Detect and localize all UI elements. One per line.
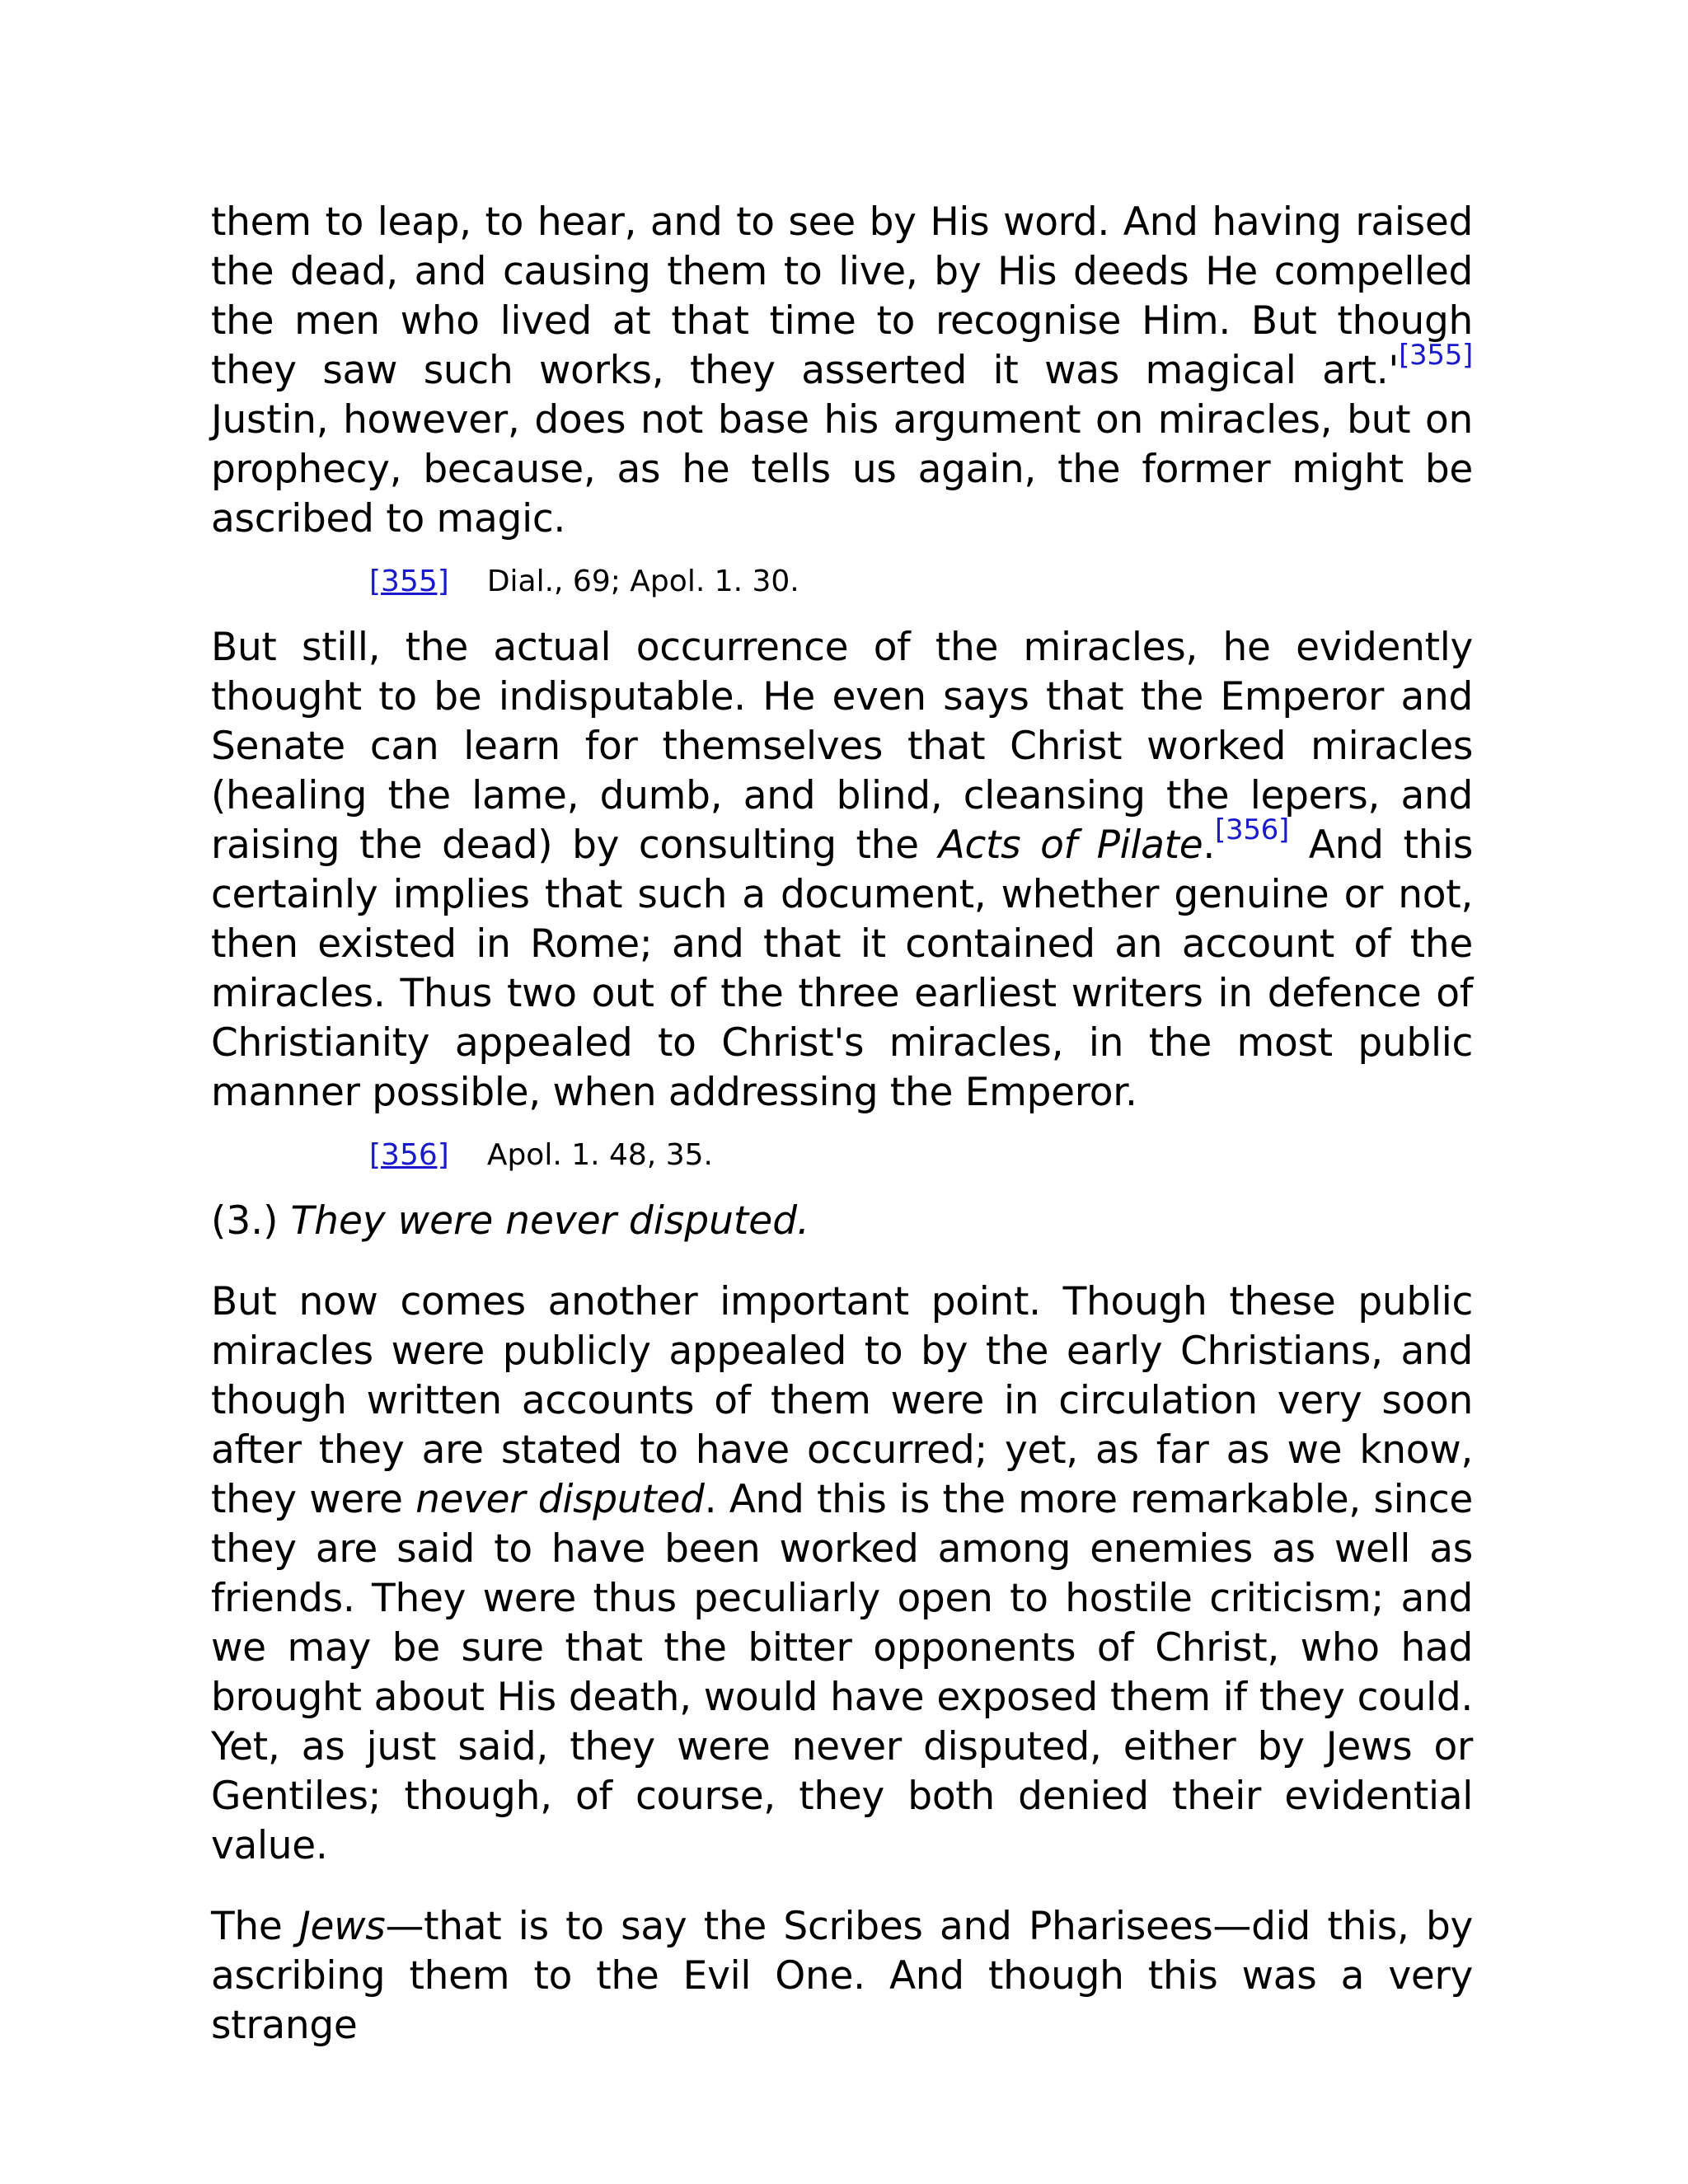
footnote-ref-356[interactable]: [356] [1215, 813, 1289, 847]
paragraph-4 [211, 1902, 1473, 2050]
footnote-356-text: Apol. 1. 48, 35. [486, 1138, 713, 1172]
paragraph-1 [211, 198, 1473, 544]
footnote-356 [211, 1137, 1473, 1174]
paragraph-3-text-b: . And this is the more remarkable, since they are said to have been worked among enemies as well as friends. They were thus peculiarly open to hostile criticism; and we may be sure that the bitter opponents of Christ, who had brought about His death, would have exposed them if they could. Yet, as just said, they were never disputed, either by Jews or Gentiles; though, of course, they both denied their evidential value. [211, 1477, 1474, 1868]
section-heading [211, 1197, 1473, 1246]
section-heading-title: They were never disputed. [290, 1198, 809, 1244]
paragraph-2-text-c: And this certainly implies that such a document, whether genuine or not, then existed in Rome; and that it contained an account of the miracles. Thus two out of the three earliest writers in defence of Christianity appealed to Christ's miracles, in the most public manner possible, when addressing the Emperor. [211, 823, 1474, 1115]
footnote-355 [211, 564, 1473, 600]
footnote-ref-355[interactable]: [355] [1399, 339, 1473, 373]
paragraph-4-italic: Jews [298, 1904, 386, 1949]
paragraph-4-text-a: The [211, 1904, 299, 1949]
footnote-355-text: Dial., 69; Apol. 1. 30. [486, 565, 799, 598]
paragraph-2-text-b: . [1203, 823, 1216, 868]
document-page [211, 198, 1473, 2050]
footnote-355-label[interactable]: [355] [369, 565, 449, 598]
paragraph-4-text-b: —that is to say the Scribes and Pharisees—did this, by ascribing them to the Evil One. And though this was a very strange [211, 1904, 1473, 2048]
paragraph-3-italic: never disputed [415, 1477, 705, 1522]
paragraph-3 [211, 1277, 1473, 1871]
section-heading-number: (3.) [211, 1198, 291, 1244]
footnote-356-label[interactable]: [356] [369, 1138, 449, 1172]
paragraph-2-italic: Acts of Pilate [938, 823, 1203, 868]
paragraph-2 [211, 623, 1473, 1118]
paragraph-2-text-a: But still, the actual occurrence of the miracles, he evidently thought to be indisputable. He even says that the Emperor and Senate can learn for themselves that Christ worked miracles (healing the lame, dumb, and blind, cleansing the lepers, and raising the dead) by consulting the [211, 625, 1473, 868]
paragraph-1-text-b: Justin, however, does not base his argument on miracles, but on prophecy, because, as he tells us again, the former might be ascribed to magic. [211, 397, 1473, 541]
paragraph-3-text-a: But now comes another important point. Though these public miracles were publicly appealed to by the early Christians, and though written accounts of them were in circulation very soon after they are stated to have occurred; yet, as far as we know, they were [211, 1279, 1473, 1522]
paragraph-1-text-a: them to leap, to hear, and to see by His word. And having raised the dead, and causing them to live, by His deeds He compelled the men who lived at that time to recognise Him. But though they saw such works, they asserted it was magical art.' [211, 199, 1473, 393]
